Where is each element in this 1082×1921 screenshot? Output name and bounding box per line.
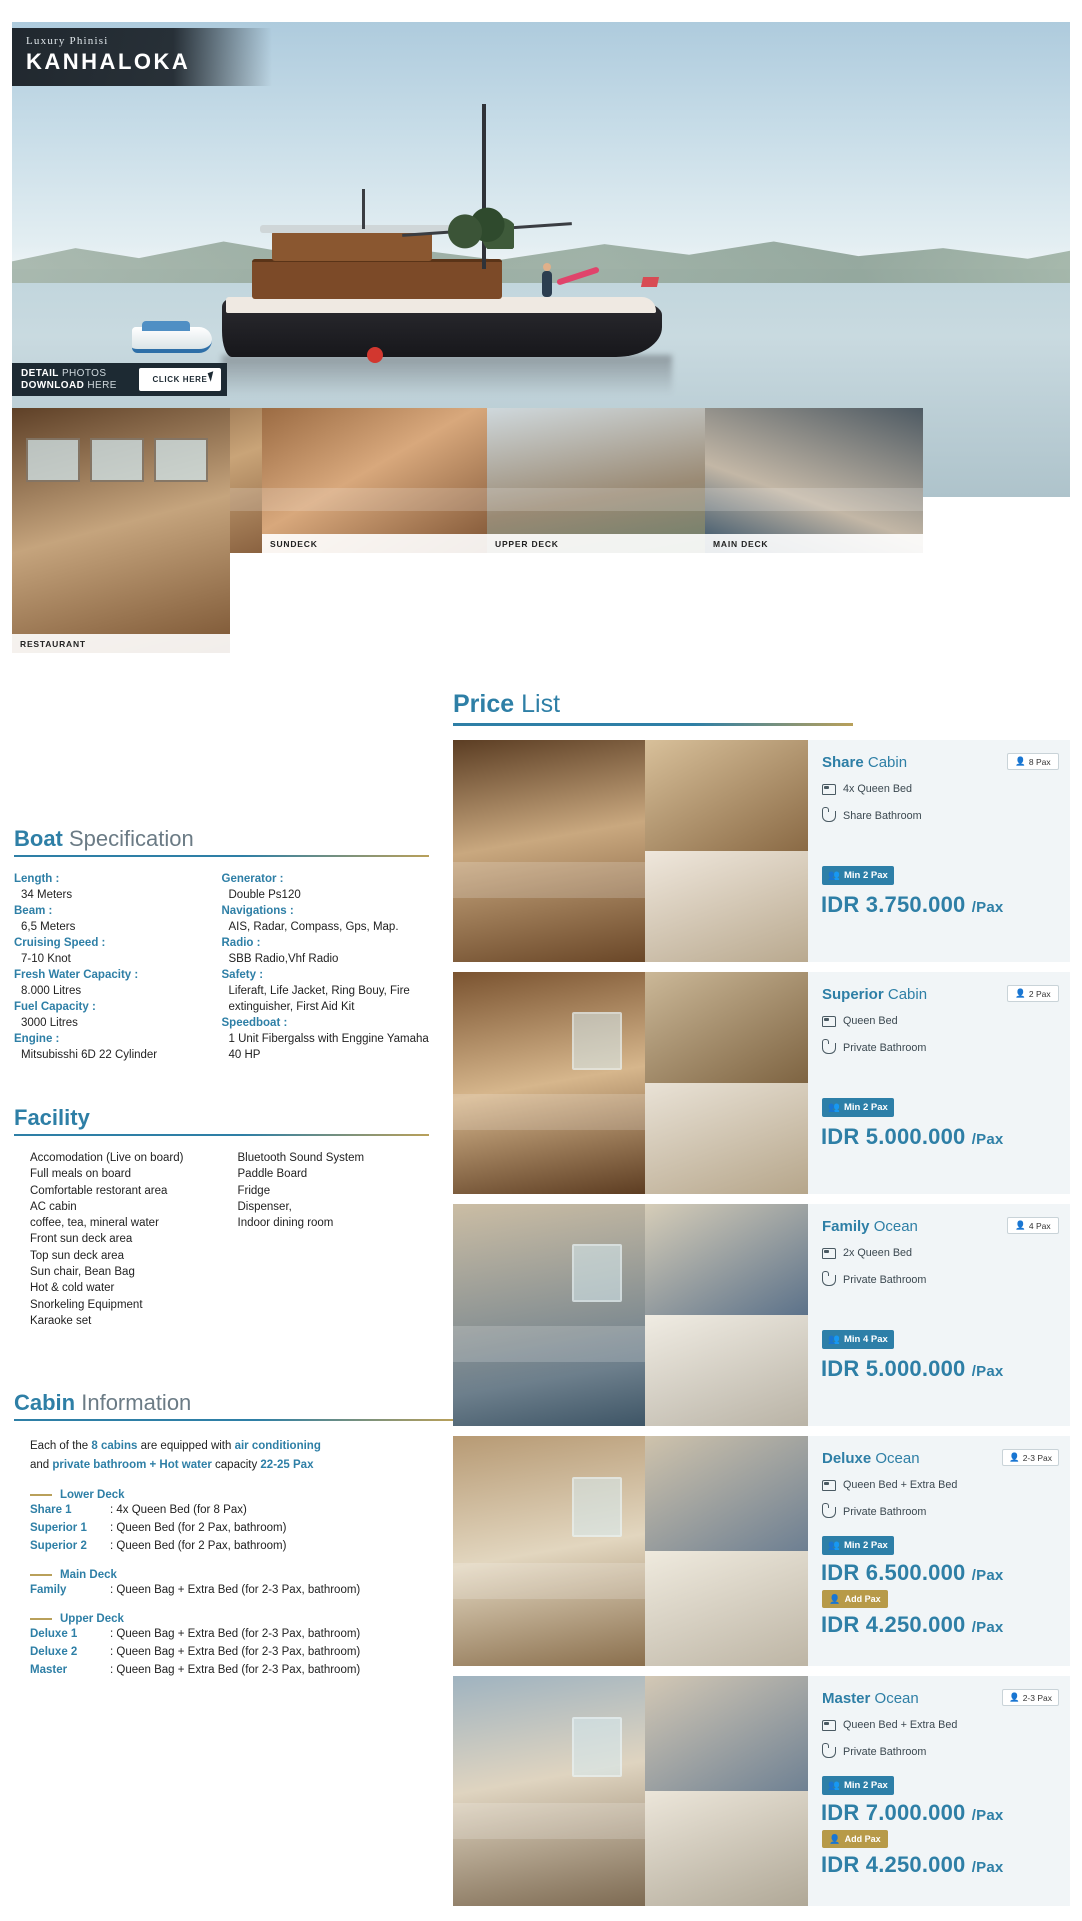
dinghy-canopy	[142, 321, 190, 331]
price-value	[821, 1356, 1003, 1382]
cabin-photo-stack	[645, 972, 808, 1194]
boat-spec-left-column	[14, 871, 222, 1063]
thumb-upper-deck	[487, 408, 705, 553]
price-amount: IDR 5.000.000	[821, 1356, 966, 1381]
pax-badge-label: 2-3 Pax	[1022, 1692, 1052, 1703]
cabin-name-deluxe2: Deluxe 2	[30, 1646, 78, 1658]
paddle-board	[556, 266, 600, 285]
cabin-title-thin: Ocean	[869, 1218, 918, 1235]
cabin-desc-share1: : 4x Queen Bed (for 8 Pax)	[110, 1504, 247, 1516]
facility-item: Front sun deck area	[30, 1233, 133, 1246]
bed-icon	[822, 1248, 836, 1259]
card-photos	[453, 1204, 808, 1426]
cabin-information-heading	[14, 1390, 454, 1416]
add-pax-price-value	[821, 1612, 1003, 1638]
facility-item: Full meals on board	[30, 1168, 131, 1181]
spec-value-cruising-speed: 7-10 Knot	[21, 953, 71, 965]
cabin-photo-bed	[645, 972, 808, 1083]
price-unit: /Pax	[971, 1807, 1004, 1824]
cabin-photo-bathroom	[645, 851, 808, 962]
cabin-photo-stack	[645, 1204, 808, 1426]
cabin-information-section	[14, 1390, 454, 1679]
spec-label-fresh-water: Fresh Water Capacity :	[14, 969, 139, 981]
card-photos	[453, 1436, 808, 1666]
detail-photos-label-bold: DETAIL	[21, 367, 59, 379]
boat-specification-section	[14, 826, 429, 1063]
price-amount: IDR 7.000.000	[821, 1800, 966, 1825]
detail-photos-text	[21, 368, 117, 392]
thumb-caption-restaurant: RESTAURANT	[12, 634, 230, 653]
cabin-name-deluxe1: Deluxe 1	[30, 1628, 78, 1640]
cabin-photo-bed	[645, 740, 808, 851]
facility-item: Comfortable restorant area	[30, 1184, 168, 1197]
cabin-name-share1: Share 1	[30, 1504, 72, 1516]
price-unit: /Pax	[971, 1131, 1004, 1148]
spec-value-radio: SBB Radio,Vhf Radio	[228, 953, 339, 965]
feature-bathroom-label: Private Bathroom	[843, 1746, 927, 1758]
bed-icon	[822, 1016, 836, 1027]
boat-spec-heading-thin: Specification	[62, 826, 194, 851]
person-plus-icon: 👤	[829, 1833, 841, 1844]
card-info	[808, 1436, 1070, 1666]
facility-item: Top sun deck area	[30, 1249, 124, 1262]
deck-dash-icon	[30, 1618, 52, 1620]
boat-spec-grid	[14, 871, 429, 1063]
cabin-photo-bed	[645, 1436, 808, 1551]
pax-badge-label: 2 Pax	[1028, 988, 1051, 999]
spec-value-navigations: AIS, Radar, Compass, Gps, Map.	[228, 921, 399, 933]
spec-value-beam: 6,5 Meters	[21, 921, 76, 933]
cabin-title-thin: Cabin	[863, 754, 908, 771]
deck-name-lower: Lower Deck	[60, 1489, 125, 1501]
deck-heading-main	[14, 1569, 454, 1581]
cabin-row	[14, 1537, 454, 1555]
cabin-name-family: Family	[30, 1584, 67, 1596]
min-pax-label: Min 2 Pax	[844, 1780, 888, 1791]
add-pax-price-unit: /Pax	[971, 1859, 1004, 1876]
boat-hull-stripe	[226, 297, 656, 313]
cabin-row	[14, 1501, 454, 1519]
boat-buoy	[367, 347, 383, 363]
pax-badge	[1002, 1689, 1059, 1706]
spec-label-engine: Engine :	[14, 1033, 60, 1045]
card-photos	[453, 1676, 808, 1906]
card-photos	[453, 740, 808, 962]
card-info	[808, 1204, 1070, 1426]
cabin-title-thin: Cabin	[883, 986, 928, 1003]
card-photos	[453, 972, 808, 1194]
lead-text-4: capacity	[211, 1459, 261, 1471]
min-pax-badge	[822, 1776, 894, 1795]
deck-dash-icon	[30, 1574, 52, 1576]
feature-bathroom-label: Private Bathroom	[843, 1042, 927, 1054]
facility-divider	[14, 1134, 429, 1136]
cabin-name-master: Master	[30, 1664, 68, 1676]
cabin-photo-bed	[645, 1676, 808, 1791]
cabin-photo-stack	[645, 740, 808, 962]
cabin-photo-stack	[645, 1676, 808, 1906]
lead-highlight-capacity: 22-25 Pax	[260, 1459, 314, 1471]
feature-bathroom-label: Private Bathroom	[843, 1274, 927, 1286]
feature-bed	[822, 1012, 1058, 1030]
pax-badge	[1007, 1217, 1059, 1234]
cabin-photo-stack	[645, 1436, 808, 1666]
phinisi-boat-illustration	[212, 197, 682, 357]
cabin-name-superior1: Superior 1	[30, 1522, 87, 1534]
boat-spec-right-column	[222, 871, 430, 1063]
spec-value-fuel: 3000 Litres	[21, 1017, 78, 1029]
thumb-restaurant	[12, 408, 230, 653]
price-card-family-ocean[interactable]	[453, 1204, 1070, 1426]
lead-text-2: are equipped with	[137, 1440, 235, 1452]
cabin-row	[14, 1581, 454, 1599]
feature-bathroom	[822, 1271, 1058, 1289]
price-value	[821, 1560, 1003, 1586]
person-icon: 👤	[1015, 756, 1026, 766]
spec-value-fresh-water: 8.000 Litres	[21, 985, 82, 997]
spec-label-safety: Safety :	[221, 969, 264, 981]
spec-label-navigations: Navigations :	[221, 905, 294, 917]
price-card-deluxe-ocean[interactable]	[453, 1436, 1070, 1666]
price-list-divider	[453, 723, 853, 726]
bathtub-icon	[822, 1507, 836, 1518]
boat-fore-mast	[362, 189, 365, 229]
cabin-row	[14, 1643, 454, 1661]
boat-specification-heading	[14, 826, 429, 852]
price-card-share-cabin[interactable]	[453, 740, 1070, 962]
cabin-title-bold: Master	[822, 1690, 871, 1707]
spec-value-length: 34 Meters	[21, 889, 73, 901]
feature-bed-label: Queen Bed + Extra Bed	[843, 1719, 958, 1731]
facility-item: Paddle Board	[237, 1168, 308, 1181]
facility-item: Snorkeling Equipment	[30, 1298, 143, 1311]
person-plus-icon: 👤	[829, 1593, 841, 1604]
cabin-photo-bathroom	[645, 1791, 808, 1906]
facility-item: Bluetooth Sound System	[237, 1152, 365, 1164]
lead-highlight-bathroom: private bathroom + Hot water	[52, 1459, 212, 1471]
download-label-rest: HERE	[84, 379, 117, 391]
lead-text-3: and	[30, 1459, 53, 1471]
restaurant-window	[154, 438, 208, 482]
cabin-photo-main	[453, 1204, 645, 1426]
deck-dash-icon	[30, 1494, 52, 1496]
price-card-master-ocean[interactable]	[453, 1676, 1070, 1906]
add-pax-label: Add Pax	[844, 1594, 881, 1604]
cabin-info-heading-thin: Information	[75, 1390, 192, 1415]
people-icon: 👥	[828, 1334, 840, 1345]
facility-item: Sun chair, Bean Bag	[30, 1266, 135, 1279]
add-pax-badge	[822, 1590, 888, 1608]
facility-grid	[14, 1150, 429, 1329]
thumb-caption-upper-deck: UPPER DECK	[487, 534, 705, 553]
feature-bed	[822, 780, 1058, 798]
spec-label-fuel: Fuel Capacity :	[14, 1001, 96, 1013]
facility-item: Fridge	[237, 1184, 271, 1197]
cabin-desc-family: : Queen Bag + Extra Bed (for 2-3 Pax, bathroom)	[110, 1584, 361, 1596]
facility-heading-bold: Facility	[14, 1105, 90, 1130]
restaurant-window	[90, 438, 144, 482]
add-pax-price-unit: /Pax	[971, 1619, 1004, 1636]
click-here-button[interactable]: CLICK HERE	[139, 368, 221, 391]
detail-photos-download-bar[interactable]	[12, 363, 227, 396]
facility-item: Accomodation (Live on board)	[30, 1152, 184, 1164]
price-list-heading-thin: List	[514, 690, 561, 718]
cabin-photo-bed	[645, 1204, 808, 1315]
cabin-name-superior2: Superior 2	[30, 1540, 87, 1552]
download-label-bold: DOWNLOAD	[21, 379, 85, 391]
add-pax-price-amount: IDR 4.250.000	[821, 1612, 966, 1637]
spec-label-length: Length :	[14, 873, 60, 885]
facility-item: coffee, tea, mineral water	[30, 1217, 159, 1230]
card-info	[808, 740, 1070, 962]
spec-label-cruising-speed: Cruising Speed :	[14, 937, 106, 949]
spec-label-radio: Radio :	[221, 937, 261, 949]
cabin-desc-superior2: : Queen Bed (for 2 Pax, bathroom)	[110, 1540, 287, 1552]
feature-bed-label: 4x Queen Bed	[843, 783, 913, 795]
cabin-photo-bathroom	[645, 1315, 808, 1426]
cabin-info-lead	[14, 1437, 454, 1475]
people-icon: 👥	[828, 870, 840, 881]
min-pax-label: Min 2 Pax	[844, 870, 888, 881]
cabin-info-divider	[14, 1419, 454, 1421]
thumb-sundeck	[262, 408, 487, 553]
feature-bed-label: Queen Bed	[843, 1015, 898, 1027]
boat-foliage	[444, 205, 514, 249]
feature-bathroom-label: Share Bathroom	[843, 810, 922, 822]
thumb-main-deck	[705, 408, 923, 553]
deck-name-upper: Upper Deck	[60, 1613, 124, 1625]
facility-item: Indoor dining room	[237, 1217, 334, 1230]
person-icon: 👤	[1009, 1692, 1020, 1702]
bed-icon	[822, 1720, 836, 1731]
cabin-photo-main	[453, 1676, 645, 1906]
bed-icon	[822, 1480, 836, 1491]
cabin-desc-master: : Queen Bag + Extra Bed (for 2-3 Pax, bathroom)	[110, 1664, 361, 1676]
price-value	[821, 892, 1003, 918]
spec-label-generator: Generator :	[221, 873, 284, 885]
cabin-desc-deluxe2: : Queen Bag + Extra Bed (for 2-3 Pax, bathroom)	[110, 1646, 361, 1658]
add-pax-price-amount: IDR 4.250.000	[821, 1852, 966, 1877]
price-value	[821, 1800, 1003, 1826]
price-amount: IDR 6.500.000	[821, 1560, 966, 1585]
card-info	[808, 1676, 1070, 1906]
people-icon: 👥	[828, 1780, 840, 1791]
lead-text-1: Each of the	[30, 1440, 92, 1452]
facility-item: Hot & cold water	[30, 1282, 115, 1295]
price-unit: /Pax	[971, 1567, 1004, 1584]
price-amount: IDR 5.000.000	[821, 1124, 966, 1149]
bathtub-icon	[822, 1275, 836, 1286]
boat-spec-divider	[14, 855, 429, 857]
facility-section	[14, 1105, 429, 1329]
pax-badge-label: 4 Pax	[1028, 1220, 1051, 1231]
boat-flag	[641, 277, 659, 287]
cabin-title-bold: Superior	[822, 986, 884, 1003]
cabin-desc-superior1: : Queen Bed (for 2 Pax, bathroom)	[110, 1522, 287, 1534]
feature-bed	[822, 1244, 1058, 1262]
min-pax-badge	[822, 1098, 894, 1117]
spec-label-beam: Beam :	[14, 905, 53, 917]
feature-bathroom	[822, 1503, 1058, 1521]
person-icon: 👤	[1015, 1220, 1026, 1230]
spec-value-engine: Mitsubisshi 6D 22 Cylinder	[21, 1049, 158, 1061]
restaurant-window	[26, 438, 80, 482]
price-unit: /Pax	[971, 1363, 1004, 1380]
pax-badge-label: 8 Pax	[1028, 756, 1051, 767]
pax-badge	[1002, 1449, 1059, 1466]
bathtub-icon	[822, 1747, 836, 1758]
feature-bed	[822, 1476, 1058, 1494]
spec-label-speedboat: Speedboat :	[221, 1017, 288, 1029]
cabin-row	[14, 1519, 454, 1537]
cabin-photo-main	[453, 740, 645, 962]
cabin-row	[14, 1625, 454, 1643]
people-icon: 👥	[828, 1102, 840, 1113]
pax-badge	[1007, 753, 1059, 770]
hero-reflection	[222, 355, 672, 395]
cabin-title-bold: Deluxe	[822, 1450, 872, 1467]
pax-badge	[1007, 985, 1059, 1002]
cabin-row	[14, 1661, 454, 1679]
price-card-superior-cabin[interactable]	[453, 972, 1070, 1194]
thumb-caption-sundeck: SUNDECK	[262, 534, 487, 553]
min-pax-label: Min 2 Pax	[844, 1102, 888, 1113]
thumb-caption-main-deck: MAIN DECK	[705, 534, 923, 553]
feature-bed-label: Queen Bed + Extra Bed	[843, 1479, 958, 1491]
facility-item: Dispenser,	[237, 1200, 292, 1213]
lead-highlight-cabins: 8 cabins	[91, 1440, 138, 1452]
people-icon: 👥	[828, 1540, 840, 1551]
feature-bed-label: 2x Queen Bed	[843, 1247, 913, 1259]
cabin-title-bold: Family	[822, 1218, 870, 1235]
facility-column-1	[14, 1150, 222, 1329]
card-info	[808, 972, 1070, 1194]
min-pax-badge	[822, 1536, 894, 1555]
facility-heading	[14, 1105, 429, 1131]
price-value	[821, 1124, 1003, 1150]
cabin-photo-main	[453, 972, 645, 1194]
deck-name-main: Main Deck	[60, 1569, 117, 1581]
min-pax-label: Min 2 Pax	[844, 1540, 888, 1551]
cabin-desc-deluxe1: : Queen Bag + Extra Bed (for 2-3 Pax, bathroom)	[110, 1628, 361, 1640]
feature-bathroom	[822, 1743, 1058, 1761]
add-pax-badge	[822, 1830, 888, 1848]
add-pax-price-value	[821, 1852, 1003, 1878]
person-icon: 👤	[1015, 988, 1026, 998]
cabin-photo-main	[453, 1436, 645, 1666]
price-unit: /Pax	[971, 899, 1004, 916]
price-amount: IDR 3.750.000	[821, 892, 966, 917]
detail-photos-label-rest: PHOTOS	[58, 367, 107, 379]
bathtub-icon	[822, 811, 836, 822]
feature-bathroom-label: Private Bathroom	[843, 1506, 927, 1518]
person-on-bow	[542, 271, 552, 297]
spec-value-speedboat: 1 Unit Fibergalss with Enggine Yamaha 40 HP	[228, 1033, 429, 1061]
price-list-heading-bold: Price	[453, 690, 515, 718]
add-pax-label: Add Pax	[844, 1834, 881, 1844]
brand-eyebrow: Luxury Phinisi	[26, 35, 109, 47]
feature-bathroom	[822, 807, 1058, 825]
bed-icon	[822, 784, 836, 795]
lead-highlight-ac: air conditioning	[234, 1440, 321, 1452]
brand-title-plate	[12, 28, 272, 86]
spec-value-safety: Liferaft, Life Jacket, Ring Bouy, Fire extinguisher, First Aid Kit	[228, 985, 410, 1013]
min-pax-badge	[822, 866, 894, 885]
cabin-photo-bathroom	[645, 1551, 808, 1666]
feature-bathroom	[822, 1039, 1058, 1057]
cabin-info-heading-bold: Cabin	[14, 1390, 76, 1415]
spec-value-generator: Double Ps120	[228, 889, 301, 901]
page-title: KANHALOKA	[26, 49, 191, 74]
deck-heading-upper	[14, 1613, 454, 1625]
price-list-heading	[453, 690, 1070, 719]
cabin-title-thin: Ocean	[871, 1450, 920, 1467]
facility-column-2	[222, 1150, 430, 1329]
cabin-title-bold: Share	[822, 754, 864, 771]
price-list-section-header	[453, 690, 1070, 726]
deck-heading-lower	[14, 1489, 454, 1501]
cabin-title-thin: Ocean	[870, 1690, 919, 1707]
boat-spec-heading-bold: Boat	[14, 826, 63, 851]
facility-item: AC cabin	[30, 1200, 77, 1213]
bathtub-icon	[822, 1043, 836, 1054]
pax-badge-label: 2-3 Pax	[1022, 1452, 1052, 1463]
feature-bed	[822, 1716, 1058, 1734]
boat-deckhouse	[252, 259, 502, 299]
cabin-photo-bathroom	[645, 1083, 808, 1194]
person-icon: 👤	[1009, 1452, 1020, 1462]
min-pax-label: Min 4 Pax	[844, 1334, 888, 1345]
min-pax-badge	[822, 1330, 894, 1349]
facility-item: Karaoke set	[30, 1314, 92, 1327]
